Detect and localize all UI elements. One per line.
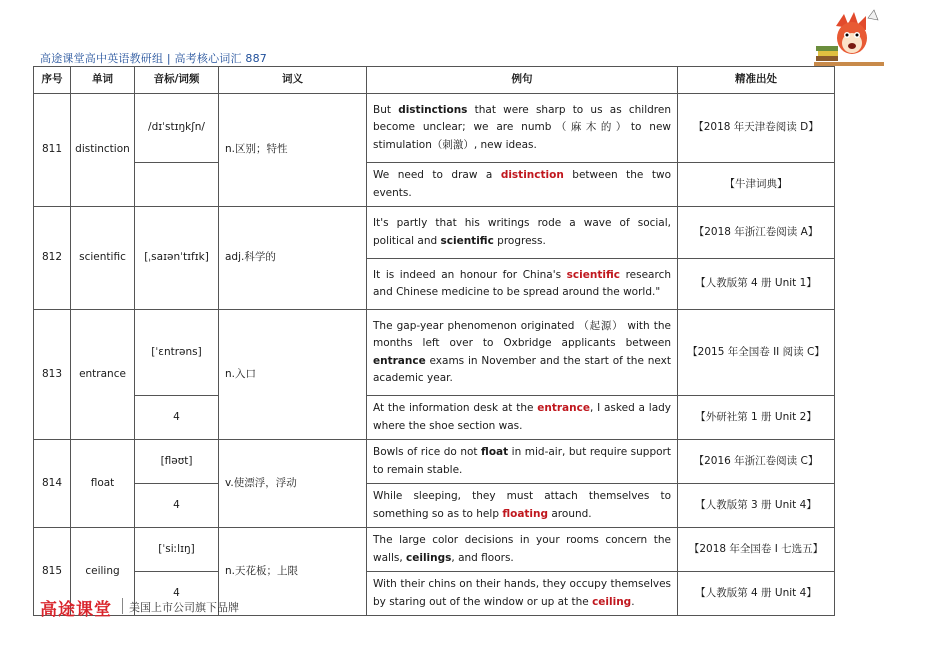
table-header-row: [34, 67, 835, 94]
example-sentence: The gap-year phenomenon originated （起源） with the months left over to Oxbridge applicants between entrance exams in November and the start of the next academic year.: [367, 310, 678, 396]
table-row: [34, 207, 835, 259]
keyword: distinctions: [398, 103, 468, 116]
example-source: 【外研社第 1 册 Unit 2】: [678, 396, 835, 440]
entry-word: distinction: [71, 94, 135, 207]
column-header-word: 单词: [71, 67, 135, 94]
footer-divider: [122, 598, 123, 614]
example-sentence: We need to draw a distinction between the two events.: [367, 163, 678, 207]
keyword-highlight: entrance: [537, 402, 590, 414]
entry-frequency: [135, 163, 219, 207]
entry-meaning: n.入口: [219, 310, 367, 440]
table-row: [34, 94, 835, 163]
mascot-illustration: [814, 8, 884, 68]
entry-number: 814: [34, 440, 71, 528]
entry-number: 811: [34, 94, 71, 207]
brand-tagline: 美国上市公司旗下品牌: [129, 601, 239, 614]
entry-phonetic: [ˌsaɪənˈtɪfɪk]: [135, 207, 219, 310]
table-row: [34, 440, 835, 484]
example-sentence: Bowls of rice do not float in mid-air, but require support to remain stable.: [367, 440, 678, 484]
keyword: ceilings: [406, 551, 452, 564]
entry-word: scientific: [71, 207, 135, 310]
example-source: 【人教版第 4 册 Unit 1】: [678, 259, 835, 310]
page-header-title: 高途课堂高中英语教研组 | 高考核心词汇 887: [40, 52, 267, 65]
entry-meaning: adj.科学的: [219, 207, 367, 310]
entry-phonetic: [ˈɛntrəns]: [135, 310, 219, 396]
column-header-phonetic: 音标/词频: [135, 67, 219, 94]
brand-logo: 高途课堂: [40, 600, 112, 620]
entry-word: float: [71, 440, 135, 528]
vocabulary-table: [33, 66, 835, 616]
example-source: 【2018 年天津卷阅读 D】: [678, 94, 835, 163]
entry-phonetic: [ˈsiːlɪŋ]: [135, 528, 219, 572]
example-sentence: With their chins on their hands, they occupy themselves by staring out of the window or up at the ceiling.: [367, 572, 678, 616]
example-source: 【2018 年全国卷 I 七选五】: [678, 528, 835, 572]
entry-number: 815: [34, 528, 71, 616]
entry-word: ceiling: [71, 528, 135, 616]
keyword-highlight: ceiling: [592, 595, 632, 608]
entry-frequency: 4: [135, 484, 219, 528]
keyword-highlight: scientific: [566, 268, 620, 281]
example-source: 【2016 年浙江卷阅读 C】: [678, 440, 835, 484]
example-sentence: It's partly that his writings rode a wave of social, political and scientific progress.: [367, 207, 678, 259]
entry-phonetic: /dɪˈstɪŋkʃn/: [135, 94, 219, 163]
example-source: 【牛津词典】: [678, 163, 835, 207]
column-header-source: 精准出处: [678, 67, 835, 94]
column-header-example: 例句: [367, 67, 678, 94]
example-sentence: It is indeed an honour for China's scientific research and Chinese medicine to be spread around the world.": [367, 259, 678, 310]
example-source: 【2015 年全国卷 II 阅读 C】: [678, 310, 835, 396]
table-row: [34, 163, 835, 207]
entry-word: entrance: [71, 310, 135, 440]
entry-meaning: n.区别；特性: [219, 94, 367, 207]
keyword: scientific: [440, 234, 494, 247]
entry-frequency: 4: [135, 396, 219, 440]
table-row: [34, 528, 835, 572]
entry-frequency: 4: [135, 572, 219, 616]
example-sentence: At the information desk at the entrance, I asked a lady where the shoe section was.: [367, 396, 678, 440]
table-row: [34, 396, 835, 440]
column-header-meaning: 词义: [219, 67, 367, 94]
entry-number: 813: [34, 310, 71, 440]
example-source: 【人教版第 3 册 Unit 4】: [678, 484, 835, 528]
entry-phonetic: [fləʊt]: [135, 440, 219, 484]
column-header-number: 序号: [34, 67, 71, 94]
table-row: [34, 484, 835, 528]
keyword-highlight: distinction: [500, 169, 564, 181]
example-sentence: But distinctions that were sharp to us as children become unclear; we are numb（麻木的）to new stimulation（刺激）, new ideas.: [367, 94, 678, 163]
table-row: [34, 310, 835, 396]
keyword: entrance: [373, 354, 426, 367]
entry-meaning: n.天花板；上限: [219, 528, 367, 616]
keyword: float: [481, 446, 509, 458]
entry-meaning: v.使漂浮，浮动: [219, 440, 367, 528]
example-source: 【人教版第 4 册 Unit 4】: [678, 572, 835, 616]
example-sentence: While sleeping, they must attach themselves to something so as to help floating around.: [367, 484, 678, 528]
example-sentence: The large color decisions in your rooms concern the walls, ceilings, and floors.: [367, 528, 678, 572]
keyword-highlight: floating: [502, 507, 549, 520]
entry-number: 812: [34, 207, 71, 310]
example-source: 【2018 年浙江卷阅读 A】: [678, 207, 835, 259]
